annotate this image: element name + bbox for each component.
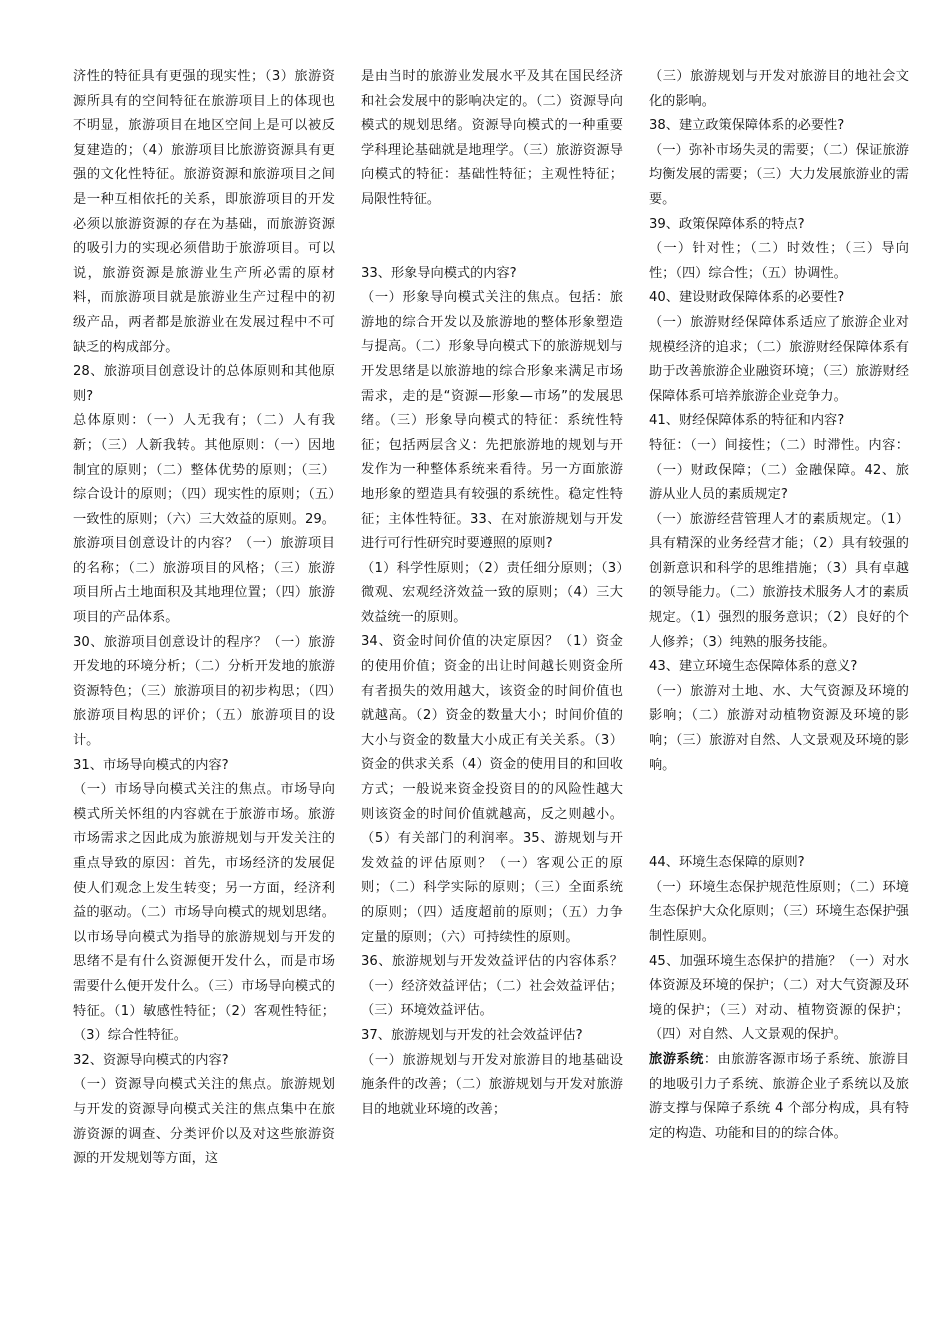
paragraph: （一）资源导向模式关注的焦点。旅游规划与开发的资源导向模式关注的焦点集中在旅游资源的调查、分类评价以及对这些旅游资源的开发规划等方面，这	[73, 1077, 335, 1167]
text-column-3	[649, 65, 909, 1146]
question-heading-39: 39、政策保障体系的特点?	[649, 216, 805, 232]
definition-text: ：由旅游客源市场子系统、旅游目的地吸引力子系统、旅游企业子系统以及旅游支撑与保障子系统 4 个部分构成，具有特定的构造、功能和目的的综合体。	[649, 1051, 910, 1141]
paragraph: （一）形象导向模式关注的焦点。包括：旅游地的综合开发以及旅游地的整体形象塑造与提高。（二）形象导向模式下的旅游规划与开发思绪是以旅游地的综合形象来满足市场需求，走的是“资源—形象—市场”的发展思绪。（三）形象导向模式的特征：系统性特征；包括两层含义：先把旅游地的规划与开发作为一种整体系统来看待。另一方面旅游地形象的塑造具有较强的系统性。稳定性特征；主体性特征。33、在对旅游规划与开发进行可行性研究时要遵照的原则?	[361, 290, 623, 552]
paragraph: 总体原则：（一）人无我有；（二）人有我新；（三）人新我转。其他原则：（一）因地制宜的原则；（二）整体优势的原则；（三）综合设计的原则；（四）现实性的原则；（五）一致性的原则；（六）三大效益的原则。29。旅游项目创意设计的内容？（一）旅游项目的名称；（二）旅游项目的风格；（三）旅游项目所占土地面积及其地理位置；（四）旅游项目的产品体系。	[73, 413, 335, 626]
paragraph: 30、旅游项目创意设计的程序？（一）旅游开发地的环境分析；（二）分析开发地的旅游资源特色；（三）旅游项目的初步构思；（四）旅游项目构思的评价；（五）旅游项目的设计。	[73, 634, 335, 749]
paragraph: 济性的特征具有更强的现实性；（3）旅游资源所具有的空间特征在旅游项目上的体现也不明显，旅游项目在地区空间上是可以被反复建造的；（4）旅游项目比旅游资源具有更强的文化性特征。旅游资源和旅游项目之间是一种互相依托的关系，即旅游项目的开发必须以旅游资源的存在为基础，而旅游资源的吸引力的实现必须借助于旅游项目。可以说，旅游资源是旅游业生产所必需的原材料，而旅游项目就是旅游业生产过程中的初级产品，两者都是旅游业在发展过程中不可缺乏的构成部分。	[73, 69, 335, 355]
paragraph: （一）环境生态保护规范性原则；（二）环境生态保护大众化原则；（三）环境生态保护强制性原则。	[649, 879, 909, 944]
paragraph: （一）旅游经营管理人才的素质规定。（1）具有精深的业务经营才能；（2）具有较强的创新意识和科学的思维措施；（3）具有卓越的领导能力。（二）旅游技术服务人才的素质规定。（1）强烈的服务意识；（2）良好的个人修养；（3）纯熟的服务技能。	[649, 511, 909, 650]
definition-term: 旅游系统	[649, 1051, 704, 1067]
question-heading-44: 44、环境生态保障的原则?	[649, 855, 805, 871]
question-heading-43: 43、建立环境生态保障体系的意义?	[649, 659, 858, 675]
paragraph: 特征：（一）间接性；（二）时滞性。内容：（一）财政保障；（二）金融保障。42、旅游从业人员的素质规定?	[649, 437, 909, 503]
question-heading-32: 32、资源导向模式的内容?	[73, 1052, 229, 1068]
paragraph: 是由当时的旅游业发展水平及其在国民经济和社会发展中的影响决定的。（二）资源导向模式的规划思绪。资源导向模式的一种重要学科理论基础就是地理学。（三）旅游资源导向模式的特征：基础性特征；主观性特征；局限性特征。	[361, 69, 623, 207]
question-heading-28: 28、旅游项目创意设计的总体原则和其他原则?	[73, 364, 335, 404]
text-column-2	[361, 65, 623, 1122]
question-heading-41: 41、财经保障体系的特征和内容?	[649, 413, 845, 429]
paragraph: （一）市场导向模式关注的焦点。市场导向模式所关怀组的内容就在于旅游市场。旅游市场需求之因此成为旅游规划与开发关注的重点导致的原因：首先，市场经济的发展促使人们观念上发生转变；另一方面，经济利益的驱动。（二）市场导向模式的规划思绪。以市场导向模式为指导的旅游规划与开发的思绪不是有什么资源便开发什么，而是市场需要什么便开发什么。（三）市场导向模式的特征。（1）敏感性特征；（2）客观性特征；（3）综合性特征。	[73, 782, 335, 1044]
question-heading-40: 40、建设财政保障体系的必要性?	[649, 290, 845, 306]
paragraph: （一）弥补市场失灵的需要；（二）保证旅游均衡发展的需要；（三）大力发展旅游业的需要。	[649, 142, 909, 207]
definition-paragraph	[649, 1048, 909, 1146]
paragraph: （一）针对性；（二）时效性；（三）导向性；（四）综合性；（五）协调性。	[649, 241, 909, 281]
paragraph: （一）旅游财经保障体系适应了旅游企业对规模经济的追求；（二）旅游财经保障体系有助于改善旅游企业融资环境；（三）旅游财经保障体系可培养旅游企业竞争力。	[649, 314, 909, 404]
paragraph: （1）科学性原则；（2）责任细分原则；（3）微观、宏观经济效益一致的原则；（4）三大效益统一的原则。	[361, 560, 623, 625]
column-spacer	[361, 213, 623, 262]
paragraph: （一）旅游对土地、水、大气资源及环境的影响；（二）旅游对动植物资源及环境的影响；（三）旅游对自然、人文景观及环境的影响。	[649, 683, 909, 773]
question-heading-38: 38、建立政策保障体系的必要性?	[649, 118, 845, 134]
paragraph: 36、旅游规划与开发效益评估的内容体系？（一）经济效益评估；（二）社会效益评估；（三）环境效益评估。	[361, 954, 623, 1019]
question-heading-33: 33、形象导向模式的内容?	[361, 265, 517, 281]
question-heading-31: 31、市场导向模式的内容?	[73, 757, 229, 773]
paragraph: （三）旅游规划与开发对旅游目的地社会文化的影响。	[649, 69, 909, 109]
text-column-1	[73, 65, 335, 1172]
paragraph: 34、资金时间价值的决定原因？（1）资金的使用价值；资金的出让时间越长则资金所有者损失的效用越大，该资金的时间价值也就越高。（2）资金的数量大小；时间价值的大小与资金的数量大小成正有关关系。（3）资金的供求关系（4）资金的使用目的和回收方式；一般说来资金投资目的的风险性越大则该资金的时间价值就越高，反之则越小。（5）有关部门的利润率。35、游规划与开发效益的评估原则？（一）客观公正的原则；（二）科学实际的原则；（三）全面系统的原则；（四）适度超前的原则；（五）力争定量的原则；（六）可持续性的原则。	[361, 634, 623, 945]
paragraph: 45、加强环境生态保护的措施？（一）对水体资源及环境的保护；（二）对大气资源及环境的保护；（三）对动、植物资源的保护；（四）对自然、人文景观的保护。	[649, 953, 909, 1043]
column-spacer	[649, 778, 909, 851]
question-heading-37: 37、旅游规划与开发的社会效益评估?	[361, 1027, 583, 1043]
paragraph: （一）旅游规划与开发对旅游目的地基础设施条件的改善；（二）旅游规划与开发对旅游目的地就业环境的改善；	[361, 1052, 623, 1117]
